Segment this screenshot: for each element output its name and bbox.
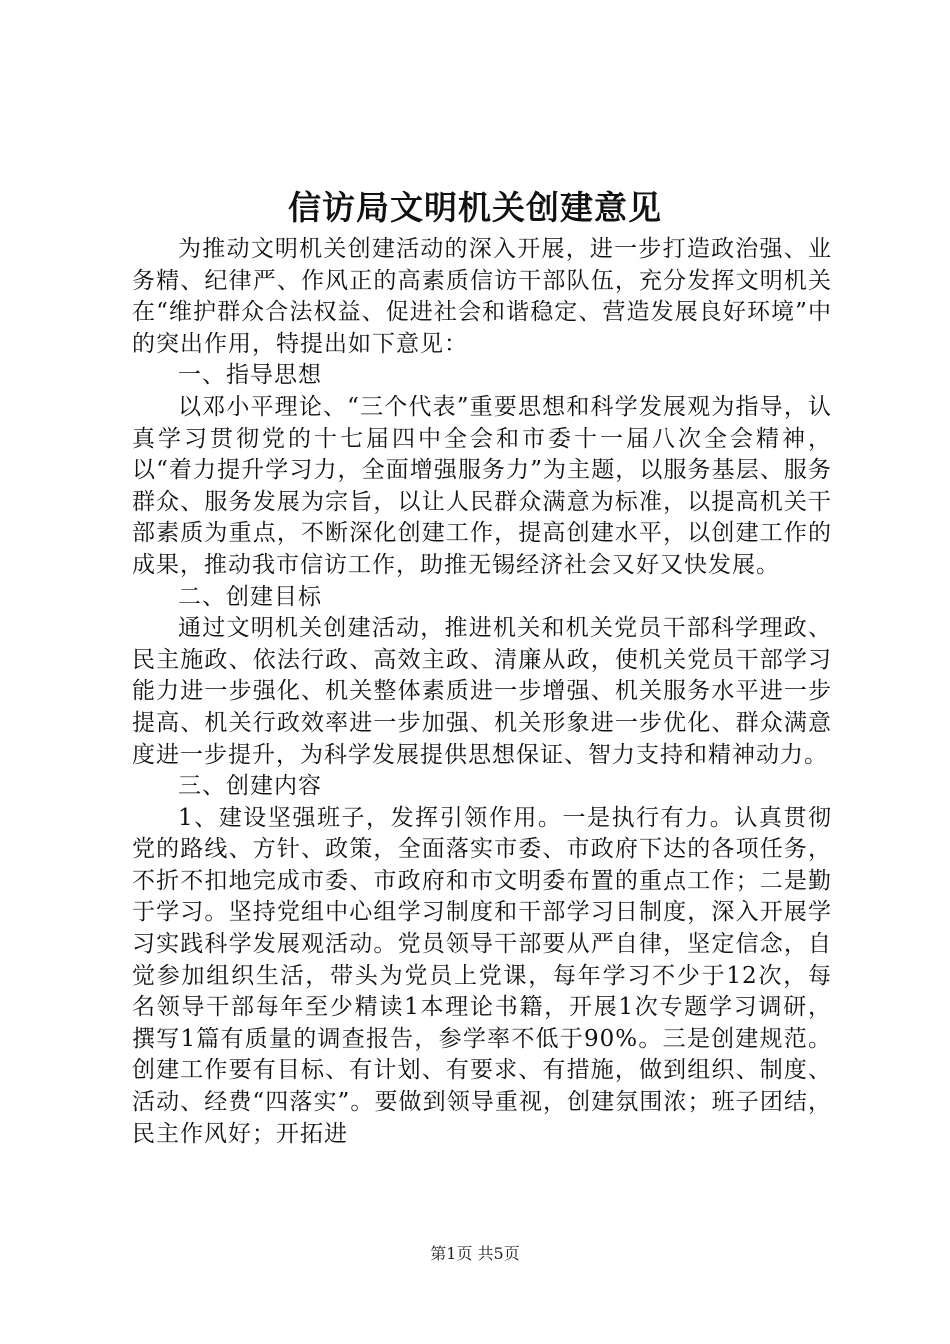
document-title: 信访局文明机关创建意见 <box>288 188 662 227</box>
section-heading-goals: 二、创建目标 <box>178 583 322 610</box>
paragraph-guiding-thought: 以邓小平理论、“三个代表”重要思想和科学发展观为指导，认真学习贯彻党的十七届四中全会和市委十一届八次全会精神，以“着力提升学习力，全面增强服务力”为主题，以服务基层、服务群众、服务发展为宗旨，以让人民群众满意为标准，以提高机关干部素质为重点，不断深化创建工作，提高创建水平，以创建工作的成果，推动我市信访工作，助推无锡经济社会又好又快发展。 <box>132 393 832 578</box>
paragraph-goals: 通过文明机关创建活动，推进机关和机关党员干部科学理政、民主施政、依法行政、高效主政、清廉从政，使机关党员干部学习能力进一步强化、机关整体素质进一步增强、机关服务水平进一步提高、机关行政效率进一步加强、机关形象进一步优化、群众满意度进一步提升，为科学发展提供思想保证、智力支持和精神动力。 <box>132 615 832 768</box>
document-body <box>132 234 832 1150</box>
paragraph-intro: 为推动文明机关创建活动的深入开展，进一步打造政治强、业务精、纪律严、作风正的高素质信访干部队伍，充分发挥文明机关在“维护群众合法权益、促进社会和谐稳定、营造发展良好环境”中的突出作用，特提出如下意见： <box>132 236 832 357</box>
page-footer: 第1页 共5页 <box>430 1244 520 1263</box>
section-heading-guiding-thought: 一、指导思想 <box>178 362 322 389</box>
section-heading-content: 三、创建内容 <box>178 773 322 800</box>
paragraph-content-1: 1、建设坚强班子，发挥引领作用。一是执行有力。认真贯彻党的路线、方针、政策，全面落实市委、市政府下达的各项任务，不折不扣地完成市委、市政府和市文明委布置的重点工作；二是勤于学习。坚持党组中心组学习制度和干部学习日制度，深入开展学习实践科学发展观活动。党员领导干部要从严自律，坚定信念，自觉参加组织生活，带头为党员上党课，每年学习不少于12次，每名领导干部每年至少精读1本理论书籍，开展1次专题学习调研，撰写1篇有质量的调查报告，参学率不低于90%。三是创建规范。创建工作要有目标、有计划、有要求、有措施，做到组织、制度、活动、经费“四落实”。要做到领导重视，创建氛围浓；班子团结，民主作风好；开拓进 <box>132 804 832 1147</box>
